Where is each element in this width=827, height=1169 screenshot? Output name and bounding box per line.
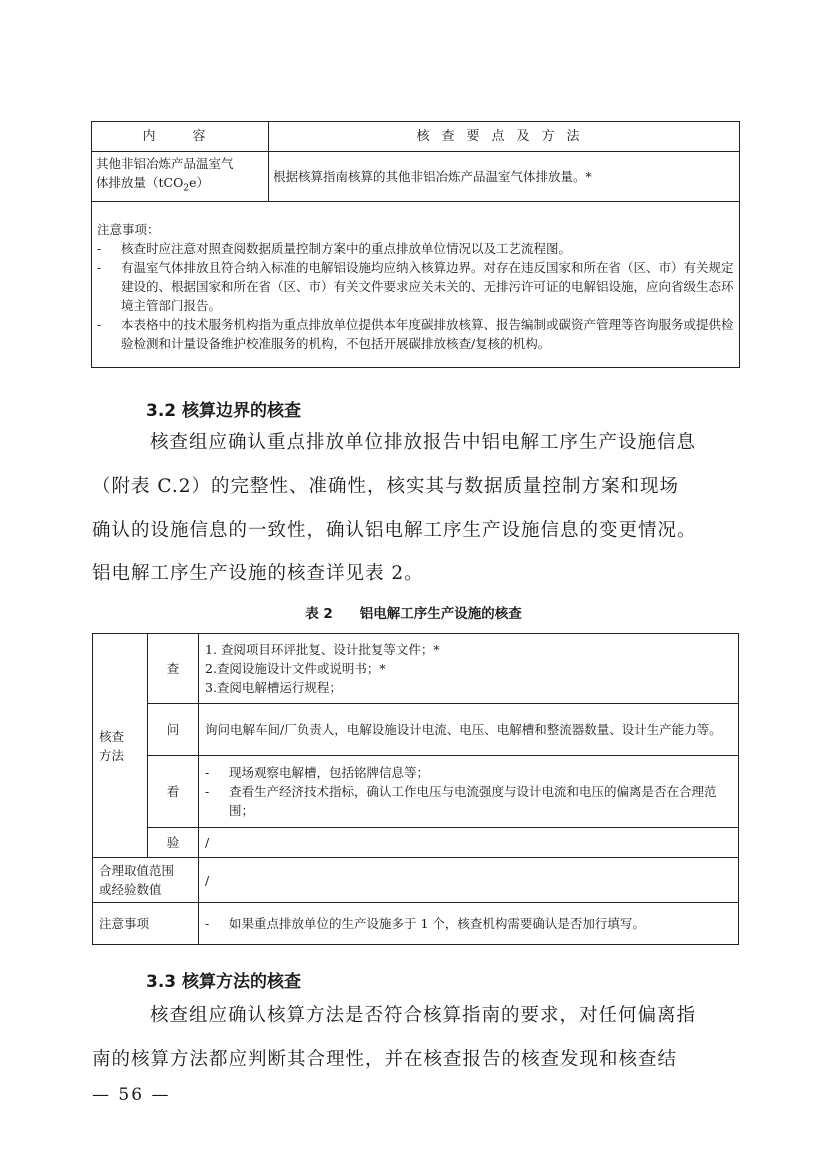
section32-line2: （附表 C.2）的完整性、准确性，核实其与数据质量控制方案和现场 xyxy=(92,476,680,497)
table1-row-value: 根据核算指南核算的其他非铝冶炼产品温室气体排放量。* xyxy=(269,152,740,202)
section32-line3: 确认的设施信息的一致性，确认铝电解工序生产设施信息的变更情况。 xyxy=(92,520,697,541)
table1-header-content: 内 容 xyxy=(92,122,269,152)
section-heading-3-2: 3.2 核算边界的核查 xyxy=(146,401,302,421)
note-text: - 如果重点排放单位的生产设施多于 1 个，核查机构需要确认是否加行填写。 xyxy=(199,903,739,945)
row-label-line2: 体排放量（tCO$_2$e） xyxy=(96,175,209,194)
section33-line2: 南的核算方法都应判断其合理性，并在核查报告的核查发现和核查结 xyxy=(92,1049,678,1070)
range-label: 合理取值范围 或经验数值 xyxy=(93,858,199,903)
note-item: - 核查时应注意对照查阅数据质量控制方案中的重点排放单位情况以及工艺流程图。 xyxy=(97,240,572,256)
ask-text: 询问电解车间/厂负责人，电解设施设计电流、电压、电解槽和整流器数量、设计生产能力等。 xyxy=(199,704,739,756)
notes-title: 注意事项： xyxy=(97,221,160,237)
section32-line4: 铝电解工序生产设施的核查详见表 2。 xyxy=(92,563,424,584)
table1-row-label xyxy=(92,152,269,202)
ask-label: 问 xyxy=(148,704,199,756)
look-items: - 现场观察电解槽，包括铭牌信息等； - 查看生产经济技术指标，确认工作电压与电流强度与设计电流和电压的偏离是否在合理范围； xyxy=(199,756,739,828)
table1-notes xyxy=(92,201,740,367)
table1-header-method: 核查要点及方法 xyxy=(269,122,740,152)
check-items: 1. 查阅项目环评批复、设计批复等文件；* 2.查阅设施设计文件或说明书；* 3.查阅电解槽运行规程； xyxy=(199,634,739,704)
section33-line1: 核查组应确认核算方法是否符合核算指南的要求，对任何偏离指 xyxy=(150,1005,697,1026)
note-item: - 本表格中的技术服务机构指为重点排放单位提供本年度碳排放核算、报告编制或碳资产管理等咨询服务或提供检验检测和计量设备维护校准服务的机构，不包括开展碳排放核查/复核的机构。 xyxy=(97,316,734,351)
section-heading-3-3: 3.3 核算方法的核查 xyxy=(146,972,302,992)
page-number: — 56 — xyxy=(92,1085,171,1105)
row-label-line1: 其他非铝冶炼产品温室气 xyxy=(96,156,234,171)
note-label: 注意事项 xyxy=(93,903,199,945)
look-label: 看 xyxy=(148,756,199,828)
table-accounting-points xyxy=(91,121,740,368)
table2-caption: 表 2 铝电解工序生产设施的核查 xyxy=(305,606,522,622)
note-item: - 有温室气体排放且符合纳入标准的电解铝设施均应纳入核算边界。对存在违反国家和所在省（区、市）有关规定建设的、根据国家和所在省（区、市）有关文件要求应关未关的、无排污许可证的电解铝设施，应向省级生态环境主管部门报告。 xyxy=(97,259,734,313)
verify-value: / xyxy=(199,828,739,858)
table-electrolysis-facilities xyxy=(92,633,739,945)
verify-label: 验 xyxy=(148,828,199,858)
section32-line1: 核查组应确认重点排放单位排放报告中铝电解工序生产设施信息 xyxy=(150,432,697,453)
method-label: 核查 方法 xyxy=(93,634,148,858)
range-value: / xyxy=(199,858,739,903)
check-label: 查 xyxy=(148,634,199,704)
